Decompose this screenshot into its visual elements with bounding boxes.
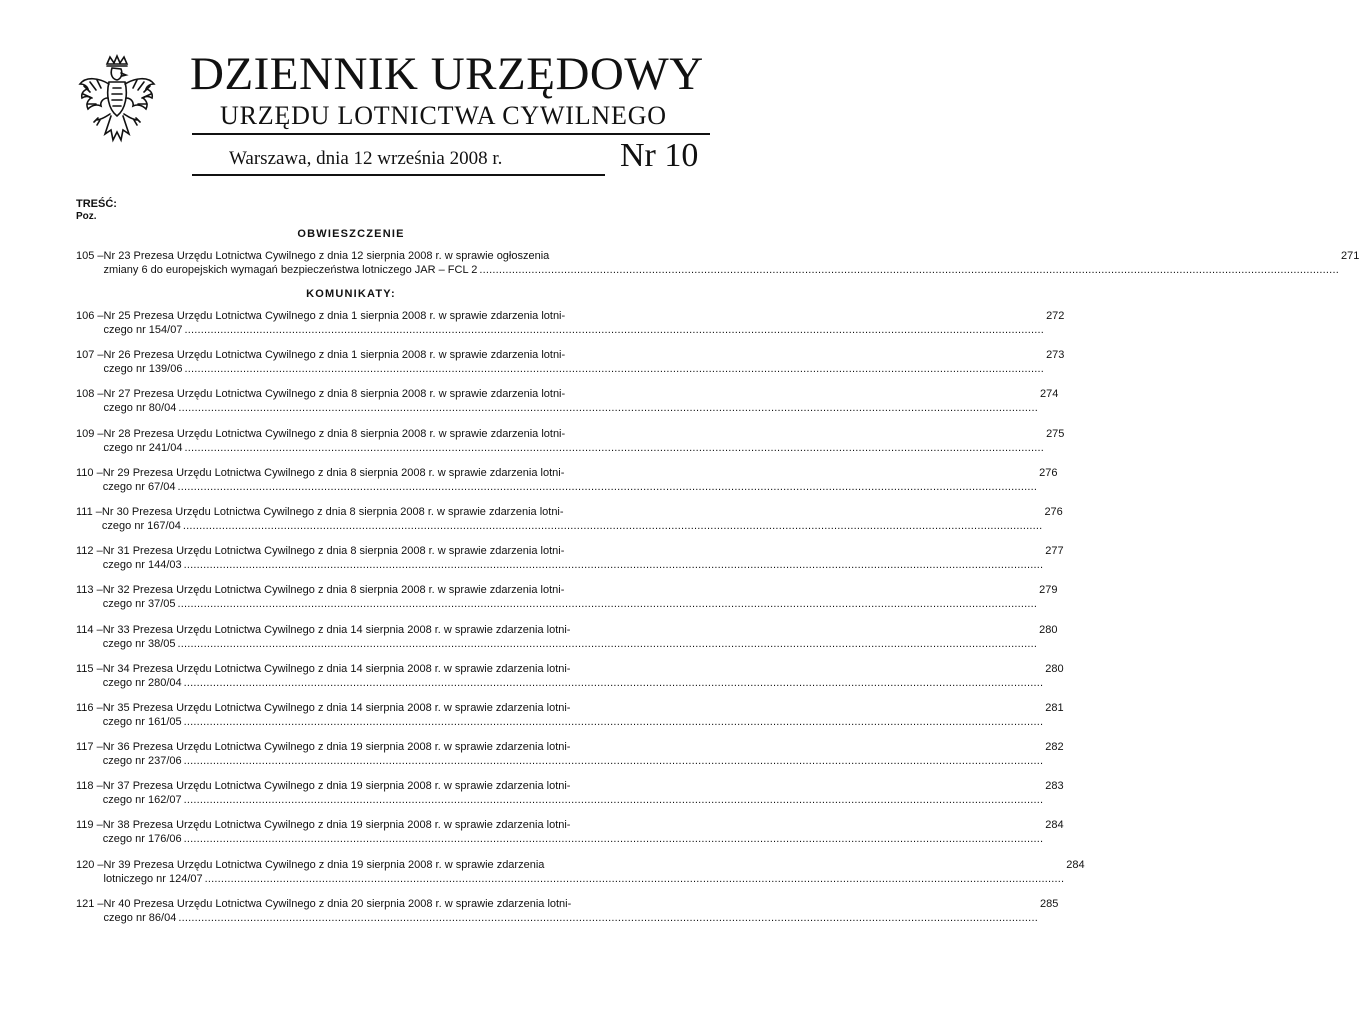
toc-entry [76,662,1064,690]
entry-line-2: czego nr 154/07 [103,324,183,336]
entry-description [103,544,1046,572]
entry-line-1: Nr 33 Prezesa Urzędu Lotnictwa Cywilnego z dnia 14 sierpnia 2008 r. w sprawie zdarzenia lotni- [102,623,571,636]
entry-position: 121 – [76,897,104,910]
section-heading-komunikaty: KOMUNIKATY: [306,288,396,300]
toc-entry [76,544,1064,572]
entry-page-number: 280 [1045,662,1064,675]
position-label: Poz. [76,211,97,222]
entry-position: 105 – [76,250,104,262]
entry-description [103,466,1039,494]
toc-entry [76,623,1058,651]
entry-line-2-row [104,323,1047,337]
header-rule-top [192,133,710,135]
section-1-entries [76,249,1359,277]
toc-entry [76,249,1359,277]
entry-line-2-row [103,637,1039,651]
entry-position: 119 – [76,819,103,832]
toc-entry [76,897,1059,925]
entry-line-2-row [103,480,1039,494]
entry-line-2: czego nr 167/04 [101,519,181,532]
entry-line-2-row [104,872,1067,886]
entry-page-number: 274 [1039,388,1059,401]
entry-line-2: czego nr 80/04 [103,402,177,415]
entry-line-2-row [104,401,1040,415]
toc-entry [76,348,1065,376]
section-heading-obwieszczenie: OBWIESZCZENIE [297,228,405,240]
entry-description [104,249,1341,277]
contents-label: TREŚĆ: [76,198,117,210]
entry-description [103,623,1039,651]
entry-description [103,740,1046,768]
entry-line-2: czego nr 67/04 [102,480,176,493]
entry-position: 115 – [76,662,103,675]
leader-dots [184,754,1044,768]
entry-position: 108 – [76,388,104,401]
polish-eagle-emblem-icon [74,54,160,154]
entry-page-number: 276 [1044,505,1063,518]
entry-description [103,701,1046,729]
entry-position: 106 – [76,310,104,322]
toc-entry [76,818,1064,846]
entry-line-2: czego nr 144/03 [102,559,182,572]
section-2-entries [76,309,1085,925]
table-of-contents [76,198,1359,936]
leader-dots [178,597,1038,611]
entry-page-number: 285 [1039,897,1059,910]
entry-line-1: Nr 28 Prezesa Urzędu Lotnictwa Cywilnego z dnia 8 sierpnia 2008 r. w sprawie zdarzenia lotni- [103,427,566,440]
entry-page-number: 284 [1045,819,1064,832]
entry-line-2: czego nr 237/06 [102,755,182,768]
entry-line-2-row [104,263,1341,277]
entry-position: 120 – [76,858,104,871]
toc-entry [76,858,1085,886]
entry-line-1: Nr 36 Prezesa Urzędu Lotnictwa Cywilnego z dnia 19 sierpnia 2008 r. w sprawie zdarzenia lotni- [102,741,571,754]
issue-number: Nr 10 [620,137,699,174]
journal-subtitle: URZĘDU LOTNICTWA CYWILNEGO [220,101,667,130]
entry-line-1: Nr 39 Prezesa Urzędu Lotnictwa Cywilnego z dnia 19 sierpnia 2008 r. w sprawie zdarzenia [103,858,545,871]
entry-description [103,779,1046,807]
entry-line-2: lotniczego nr 124/07 [103,872,203,885]
entry-line-2-row [103,715,1046,729]
entry-line-2-row [103,597,1039,611]
leader-dots [184,676,1044,690]
entry-line-2-row [102,519,1045,533]
entry-description [103,818,1046,846]
toc-entry [76,309,1065,337]
entry-page-number: 277 [1045,545,1064,558]
entry-page-number: 283 [1045,780,1064,793]
leader-dots [184,441,1044,455]
leader-dots [479,263,1339,277]
entry-position: 116 – [76,701,103,714]
entry-line-1: Nr 38 Prezesa Urzędu Lotnictwa Cywilnego z dnia 19 sierpnia 2008 r. w sprawie zdarzenia lotni- [102,819,571,832]
entry-line-1: Nr 26 Prezesa Urzędu Lotnictwa Cywilnego z dnia 1 sierpnia 2008 r. w sprawie zdarzenia lotni- [103,349,566,362]
entry-page-number: 276 [1039,466,1058,479]
entry-line-1: Nr 27 Prezesa Urzędu Lotnictwa Cywilnego z dnia 8 sierpnia 2008 r. w sprawie zdarzenia lotni- [103,388,566,401]
entry-description [103,662,1046,690]
entry-position: 110 – [76,466,103,479]
toc-entry [76,466,1058,494]
entry-position: 112 – [76,545,103,558]
entry-position: 118 – [76,780,103,793]
entry-line-1: Nr 35 Prezesa Urzędu Lotnictwa Cywilnego z dnia 14 sierpnia 2008 r. w sprawie zdarzenia lotni- [102,701,571,714]
entry-line-2: czego nr 86/04 [103,911,177,924]
leader-dots [178,637,1038,651]
leader-dots [184,832,1044,846]
entry-line-2-row [103,793,1046,807]
header-rule-bottom [192,174,605,176]
leader-dots [184,558,1044,572]
entry-description [103,583,1039,611]
entry-line-2: zmiany 6 do europejskich wymagań bezpieczeństwa lotniczego JAR – FCL 2 [103,264,478,276]
entry-line-2-row [103,676,1046,690]
entry-position: 111 – [76,505,102,518]
entry-line-2: czego nr 241/04 [103,441,183,454]
entry-line-1: Nr 23 Prezesa Urzędu Lotnictwa Cywilnego z dnia 12 sierpnia 2008 r. w sprawie ogłoszenia [103,250,550,262]
entry-description [104,897,1040,925]
entry-page-number: 272 [1046,310,1065,322]
toc-entry [76,505,1063,533]
entry-position: 109 – [76,427,104,440]
entry-line-1: Nr 37 Prezesa Urzędu Lotnictwa Cywilnego z dnia 19 sierpnia 2008 r. w sprawie zdarzenia lotni- [102,780,571,793]
leader-dots [184,323,1044,337]
entry-line-1: Nr 25 Prezesa Urzędu Lotnictwa Cywilnego z dnia 1 sierpnia 2008 r. w sprawie zdarzenia lotni- [103,310,566,322]
entry-description [102,505,1045,533]
entry-line-1: Nr 32 Prezesa Urzędu Lotnictwa Cywilnego z dnia 8 sierpnia 2008 r. w sprawie zdarzenia lotni- [102,584,565,597]
entry-page-number: 280 [1039,623,1058,636]
leader-dots [184,362,1044,376]
entry-line-2-row [103,558,1046,572]
entry-line-2: czego nr 38/05 [102,637,176,650]
entry-page-number: 273 [1046,349,1065,362]
entry-page-number: 275 [1046,427,1065,440]
leader-dots [178,911,1038,925]
entry-description [104,309,1047,337]
entry-page-number: 284 [1066,858,1085,871]
leader-dots [184,715,1044,729]
entry-line-1: Nr 30 Prezesa Urzędu Lotnictwa Cywilnego z dnia 8 sierpnia 2008 r. w sprawie zdarzenia lotni- [101,505,564,518]
entry-page-number: 279 [1039,584,1058,597]
entry-position: 114 – [76,623,103,636]
toc-entry [76,740,1064,768]
entry-line-1: Nr 31 Prezesa Urzędu Lotnictwa Cywilnego z dnia 8 sierpnia 2008 r. w sprawie zdarzenia lotni- [102,545,565,558]
entry-page-number: 271 [1340,250,1359,262]
leader-dots [205,872,1065,886]
entry-position: 117 – [76,741,103,754]
entry-description [104,427,1047,455]
entry-line-2: czego nr 37/05 [102,598,176,611]
entry-line-2: czego nr 139/06 [103,363,183,376]
toc-entry [76,779,1064,807]
entry-line-1: Nr 34 Prezesa Urzędu Lotnictwa Cywilnego z dnia 14 sierpnia 2008 r. w sprawie zdarzenia lotni- [102,662,571,675]
entry-description [104,387,1040,415]
entry-line-2-row [104,911,1040,925]
entry-description [104,858,1067,886]
entry-position: 113 – [76,584,103,597]
entry-line-2: czego nr 176/06 [102,833,182,846]
toc-entry [76,701,1064,729]
entry-line-2: czego nr 280/04 [102,676,182,689]
entry-line-2-row [103,754,1046,768]
leader-dots [183,519,1043,533]
entry-line-2-row [103,832,1046,846]
toc-entry [76,427,1065,455]
dateline: Warszawa, dnia 12 września 2008 r. [229,148,503,169]
entry-line-2: czego nr 161/05 [102,715,182,728]
entry-page-number: 282 [1045,741,1064,754]
leader-dots [178,401,1038,415]
entry-page-number: 281 [1045,701,1064,714]
leader-dots [184,793,1044,807]
toc-entry [76,583,1058,611]
entry-line-2-row [104,441,1047,455]
leader-dots [178,480,1038,494]
journal-title: DZIENNIK URZĘDOWY [190,48,704,100]
entry-line-2: czego nr 162/07 [102,794,182,807]
entry-line-1: Nr 29 Prezesa Urzędu Lotnictwa Cywilnego z dnia 8 sierpnia 2008 r. w sprawie zdarzenia lotni- [102,466,565,479]
entry-description [104,348,1047,376]
toc-entry [76,387,1059,415]
entry-position: 107 – [76,349,104,362]
entry-line-1: Nr 40 Prezesa Urzędu Lotnictwa Cywilnego z dnia 20 sierpnia 2008 r. w sprawie zdarzenia lotni- [103,897,572,910]
entry-line-2-row [104,362,1047,376]
